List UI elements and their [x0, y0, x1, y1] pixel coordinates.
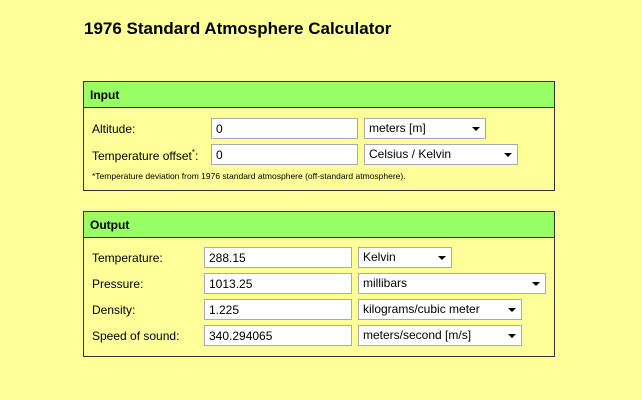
output-section-header: Output [84, 212, 554, 238]
density-row [84, 299, 554, 321]
pressure-label: Pressure: [92, 277, 144, 291]
chevron-down-icon [508, 308, 516, 312]
chevron-down-icon [438, 256, 446, 260]
pressure-unit-select[interactable] [358, 273, 546, 294]
speed-of-sound-row [84, 325, 554, 347]
temp-offset-footnote: *Temperature deviation from 1976 standard atmosphere (off-standard atmosphere). [92, 171, 406, 181]
speed-of-sound-unit-select[interactable] [358, 325, 522, 346]
temp-offset-row [84, 144, 554, 166]
output-section [83, 211, 555, 357]
chevron-down-icon [532, 282, 540, 286]
altitude-label: Altitude: [92, 122, 136, 136]
temp-offset-unit-value: Celsius / Kelvin [369, 147, 452, 161]
input-section-header: Input [84, 82, 554, 108]
altitude-row [84, 118, 554, 140]
chevron-down-icon [472, 127, 480, 131]
footnote-marker: * [191, 148, 195, 157]
temperature-label: Temperature: [92, 251, 163, 265]
pressure-row [84, 273, 554, 295]
density-label: Density: [92, 303, 136, 317]
input-section [83, 81, 555, 191]
speed-of-sound-output[interactable] [204, 325, 352, 346]
density-unit-value: kilograms/cubic meter [363, 302, 480, 316]
temperature-row [84, 247, 554, 269]
density-output[interactable] [204, 299, 352, 320]
temperature-unit-select[interactable] [358, 247, 452, 268]
page-title: 1976 Standard Atmosphere Calculator [84, 19, 392, 38]
speed-of-sound-label: Speed of sound: [92, 329, 180, 343]
pressure-unit-value: millibars [363, 276, 408, 290]
chevron-down-icon [504, 153, 512, 157]
density-unit-select[interactable] [358, 299, 522, 320]
temp-offset-input[interactable] [211, 144, 358, 165]
speed-of-sound-unit-value: meters/second [m/s] [363, 328, 472, 342]
altitude-input[interactable] [211, 118, 358, 139]
temperature-output[interactable] [204, 247, 352, 268]
temp-offset-label: Temperature offset*: [92, 148, 199, 163]
temperature-unit-value: Kelvin [363, 250, 396, 264]
altitude-unit-value: meters [m] [369, 121, 426, 135]
temp-offset-unit-select[interactable] [364, 144, 518, 165]
pressure-output[interactable] [204, 273, 352, 294]
altitude-unit-select[interactable] [364, 118, 486, 139]
chevron-down-icon [508, 334, 516, 338]
